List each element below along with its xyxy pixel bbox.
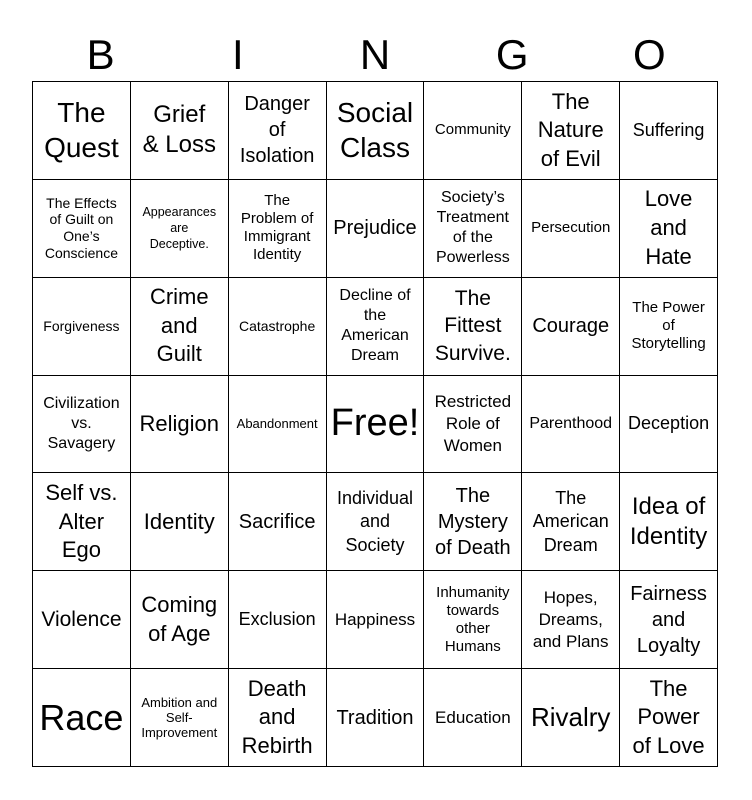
bingo-cell[interactable]: The Quest	[33, 82, 131, 180]
bingo-cell[interactable]: Catastrophe	[229, 278, 327, 376]
bingo-cell[interactable]: Identity	[131, 473, 229, 571]
header-letter-i: I	[231, 31, 244, 78]
header-letter-n: N	[359, 31, 391, 78]
bingo-cell[interactable]: Love and Hate	[620, 180, 718, 278]
bingo-cell[interactable]: Individual and Society	[327, 473, 425, 571]
bingo-cell[interactable]: Restricted Role of Women	[424, 376, 522, 474]
bingo-cell[interactable]: Rivalry	[522, 669, 620, 767]
bingo-cell[interactable]: Grief & Loss	[131, 82, 229, 180]
bingo-cell[interactable]: Death and Rebirth	[229, 669, 327, 767]
bingo-cell[interactable]: Courage	[522, 278, 620, 376]
header-letter-b: B	[86, 31, 115, 78]
bingo-cell[interactable]: The Nature of Evil	[522, 82, 620, 180]
bingo-cell[interactable]: The Power of Love	[620, 669, 718, 767]
bingo-cell[interactable]: Exclusion	[229, 571, 327, 669]
bingo-cell[interactable]: Fairness and Loyalty	[620, 571, 718, 669]
bingo-cell[interactable]: The American Dream	[522, 473, 620, 571]
header-letter-o: O	[633, 31, 666, 78]
bingo-cell[interactable]: Hopes, Dreams, and Plans	[522, 571, 620, 669]
free-space[interactable]: Free!	[327, 376, 425, 474]
bingo-cell[interactable]: Suffering	[620, 82, 718, 180]
bingo-cell[interactable]: Violence	[33, 571, 131, 669]
bingo-cell[interactable]: Deception	[620, 376, 718, 474]
header-letter-g: G	[495, 31, 529, 78]
bingo-cell[interactable]: The Mystery of Death	[424, 473, 522, 571]
bingo-header	[32, 28, 718, 82]
bingo-cell[interactable]: The Problem of Immigrant Identity	[229, 180, 327, 278]
bingo-cell[interactable]: Tradition	[327, 669, 425, 767]
bingo-cell[interactable]: Parenthood	[522, 376, 620, 474]
bingo-cell[interactable]: Sacrifice	[229, 473, 327, 571]
bingo-cell[interactable]: Education	[424, 669, 522, 767]
bingo-cell[interactable]: Happiness	[327, 571, 425, 669]
bingo-cell[interactable]: Appearances are Deceptive.	[131, 180, 229, 278]
bingo-board	[32, 81, 718, 767]
bingo-cell[interactable]: Inhumanity towards other Humans	[424, 571, 522, 669]
bingo-cell[interactable]: Coming of Age	[131, 571, 229, 669]
bingo-cell[interactable]: The Fittest Survive.	[424, 278, 522, 376]
bingo-cell[interactable]: Civilization vs. Savagery	[33, 376, 131, 474]
bingo-cell[interactable]: Idea of Identity	[620, 473, 718, 571]
bingo-cell[interactable]: Religion	[131, 376, 229, 474]
bingo-cell[interactable]: Self vs. Alter Ego	[33, 473, 131, 571]
bingo-cell[interactable]: Community	[424, 82, 522, 180]
bingo-cell[interactable]: Forgiveness	[33, 278, 131, 376]
bingo-cell[interactable]: Crime and Guilt	[131, 278, 229, 376]
bingo-cell[interactable]: Prejudice	[327, 180, 425, 278]
bingo-cell[interactable]: Decline of the American Dream	[327, 278, 425, 376]
bingo-cell[interactable]: Danger of Isolation	[229, 82, 327, 180]
bingo-cell[interactable]: Persecution	[522, 180, 620, 278]
bingo-cell[interactable]: Social Class	[327, 82, 425, 180]
bingo-cell[interactable]: The Power of Storytelling	[620, 278, 718, 376]
bingo-cell[interactable]: Race	[33, 669, 131, 767]
bingo-cell[interactable]: Society’s Treatment of the Powerless	[424, 180, 522, 278]
bingo-cell[interactable]: The Effects of Guilt on One’s Conscience	[33, 180, 131, 278]
bingo-cell[interactable]: Ambition and Self- Improvement	[131, 669, 229, 767]
bingo-cell[interactable]: Abandonment	[229, 376, 327, 474]
